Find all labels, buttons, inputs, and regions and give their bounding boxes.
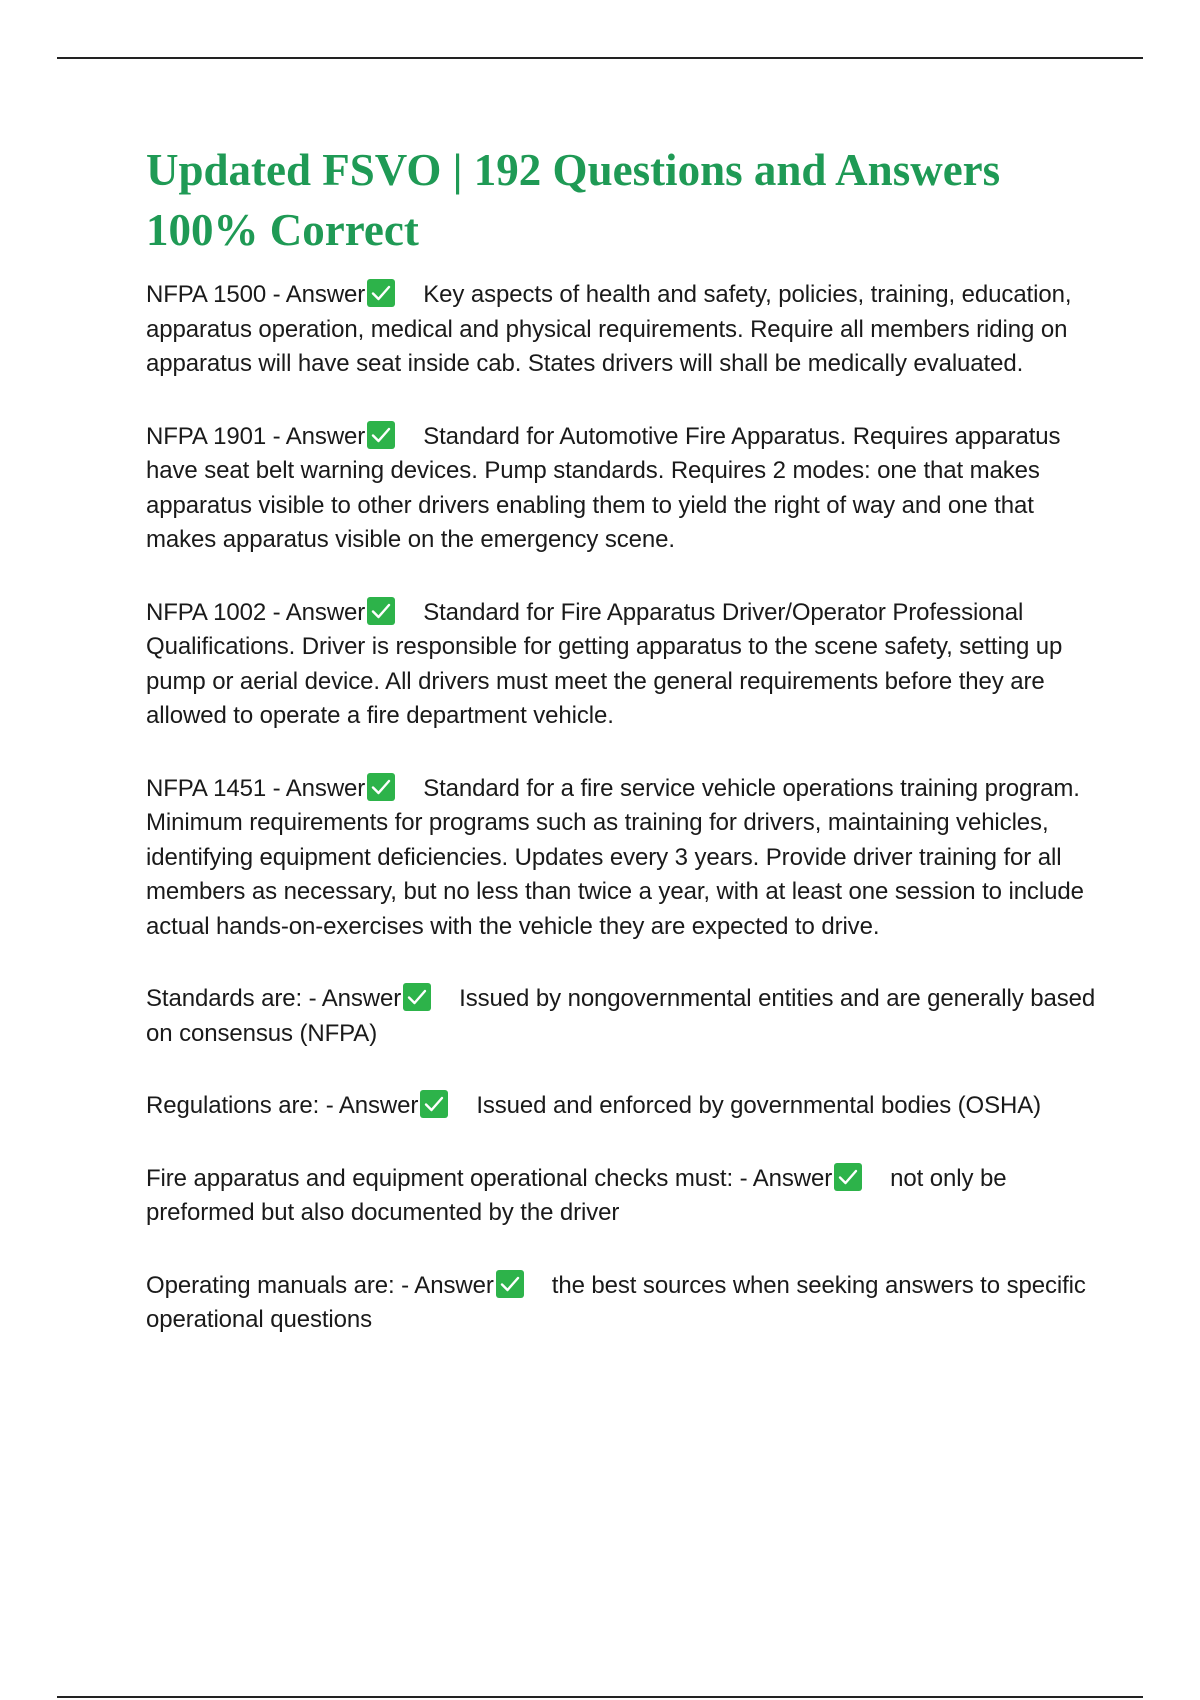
question-text: NFPA 1500 - Answer xyxy=(146,281,366,308)
qa-item xyxy=(146,278,1096,382)
qa-list xyxy=(146,278,1096,1338)
answer-text: Standard for Automotive Fire Apparatus. Requires apparatus have seat belt warning devices. Pump standards. Requires 2 modes: one that makes apparatus visible to other drivers enabling them to yield the right of way and one that makes apparatus visible on the emergency scene. xyxy=(146,422,1061,553)
check-mark-icon xyxy=(496,1270,524,1298)
answer-text: not only be preformed but also documented by the driver xyxy=(146,1164,1007,1226)
question-text: NFPA 1901 - Answer xyxy=(146,422,366,450)
answer-text: Issued by nongovernmental entities and are generally based on consensus (NFPA) xyxy=(146,985,1096,1047)
qa-item xyxy=(146,1089,1096,1124)
check-mark-icon xyxy=(367,279,395,307)
answer-text: Key aspects of health and safety, policies, training, education, apparatus operation, medical and physical requirements. Require all members riding on apparatus will have seat inside cab. States drivers will shall be medically evaluated. xyxy=(146,281,1072,377)
answer-text: the best sources when seeking answers to specific operational questions xyxy=(146,1271,1086,1333)
question-text: NFPA 1002 - Answer xyxy=(146,598,366,626)
question-text: NFPA 1451 - Answer xyxy=(146,774,366,802)
qa-item xyxy=(146,982,1096,1051)
qa-item xyxy=(146,772,1096,945)
question-text: Standards are: - Answer xyxy=(146,985,402,1012)
check-mark-icon xyxy=(367,597,395,625)
answer-text: Issued and enforced by governmental bodies (OSHA) xyxy=(476,1092,1042,1119)
answer-text: Standard for Fire Apparatus Driver/Operator Professional Qualifications. Driver is responsible for getting apparatus to the scene safety, setting up pump or aerial device. All drivers must meet the general requirements before they are allowed to operate a fire department vehicle. xyxy=(146,598,1063,729)
qa-item xyxy=(146,1269,1096,1338)
document-title: Updated FSVO | 192 Questions and Answers 100% Correct xyxy=(146,145,1001,255)
document-body xyxy=(146,140,1096,1376)
bottom-rule xyxy=(57,1696,1143,1698)
check-mark-icon xyxy=(367,773,395,801)
answer-text: Standard for a fire service vehicle operations training program. Minimum requirements for programs such as training for drivers, maintaining vehicles, identifying equipment deficiencies. Updates every 3 years. Provide driver training for all members as necessary, but no less than twice a year, with at least one session to include actual hands-on-exercises with the vehicle they are expected to drive. xyxy=(146,774,1084,940)
question-text: Operating manuals are: - Answer xyxy=(146,1271,494,1299)
qa-item xyxy=(146,596,1096,734)
top-rule xyxy=(57,57,1143,59)
question-text: Fire apparatus and equipment operational checks must: - Answer xyxy=(146,1164,833,1192)
check-mark-icon xyxy=(420,1090,448,1118)
qa-item xyxy=(146,420,1096,558)
check-mark-icon xyxy=(403,983,431,1011)
qa-item xyxy=(146,1162,1096,1231)
question-text: Regulations are: - Answer xyxy=(146,1092,419,1119)
check-mark-icon xyxy=(367,421,395,449)
check-mark-icon xyxy=(834,1163,862,1191)
